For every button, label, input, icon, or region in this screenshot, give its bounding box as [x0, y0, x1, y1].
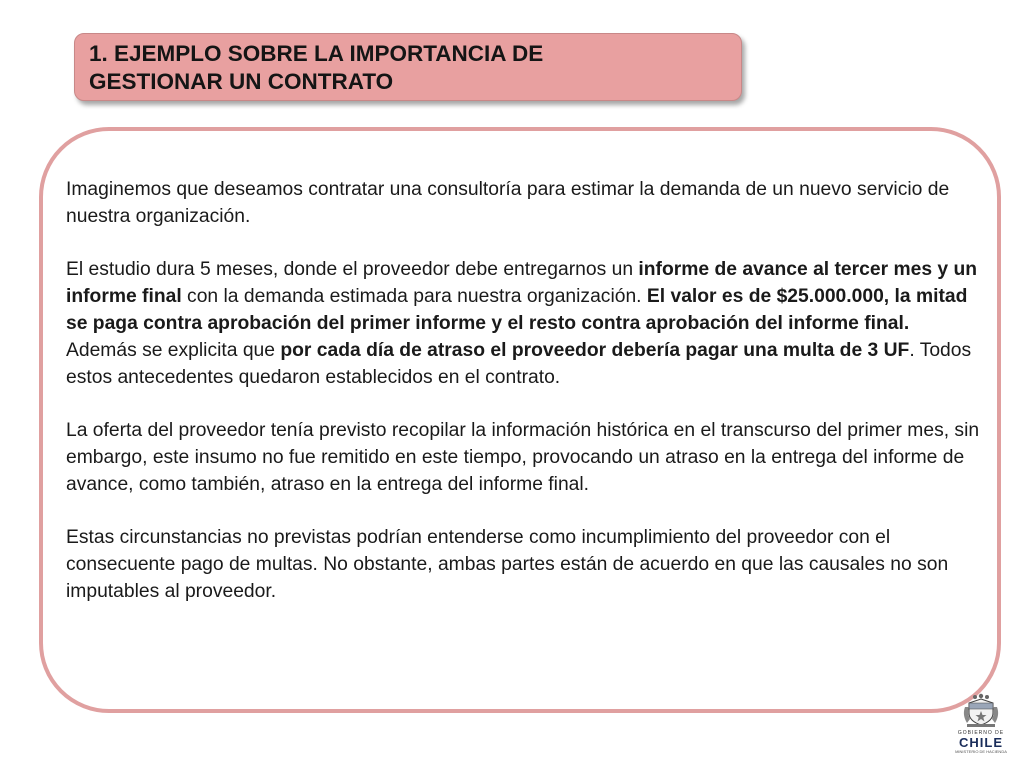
paragraph-2-text-3: Además se explicita que	[66, 340, 281, 361]
paragraph-2-bold-3: por cada día de atraso el proveedor debería pagar una multa de 3 UF	[280, 340, 910, 361]
gobierno-de-chile-logo	[950, 693, 1012, 765]
coat-of-arms-icon	[961, 693, 1001, 729]
paragraph-2-text-4: . Todos estos antecedentes quedaron establecidos en el contrato.	[66, 340, 972, 388]
slide-title-line-1: 1. EJEMPLO SOBRE LA IMPORTANCIA DE	[89, 41, 544, 66]
paragraph-2-bold-2: El valor es de $25.000.000, la mitad se paga contra aprobación del primer informe y el resto contra aprobación del informe final.	[66, 286, 968, 334]
slide-title-line-2: GESTIONAR UN CONTRATO	[89, 69, 394, 94]
logo-chile: CHILE	[959, 735, 1003, 750]
paragraph-2-bold-1: informe de avance al tercer mes y un informe final	[66, 259, 978, 307]
paragraph-3: La oferta del proveedor tenía previsto recopilar la información histórica en el transcurso del primer mes, sin embargo, este insumo no fue remitido en este tiempo, provocando un atraso en la entrega del informe de avance, como también, atraso en la entrega del informe final.	[66, 420, 980, 495]
content-text	[66, 176, 984, 605]
logo-ministry: MINISTERIO DE HACIENDA	[955, 749, 1007, 754]
paragraph-1: Imaginemos que deseamos contratar una consultoría para estimar la demanda de un nuevo servicio de nuestra organización.	[66, 179, 950, 227]
paragraph-2-text-2: con la demanda estimada para nuestra organización.	[181, 286, 647, 307]
paragraph-2-text-1: El estudio dura 5 meses, donde el proveedor debe entregarnos un	[66, 259, 639, 280]
paragraph-2	[66, 256, 984, 391]
logo-gobierno-de: GOBIERNO DE	[957, 730, 1005, 736]
paragraph-4: Estas circunstancias no previstas podrían entenderse como incumplimiento del proveedor con el consecuente pago de multas. No obstante, ambas partes están de acuerdo en que las causales no son imputables al proveedor.	[66, 527, 949, 602]
slide-title-box	[74, 33, 742, 101]
